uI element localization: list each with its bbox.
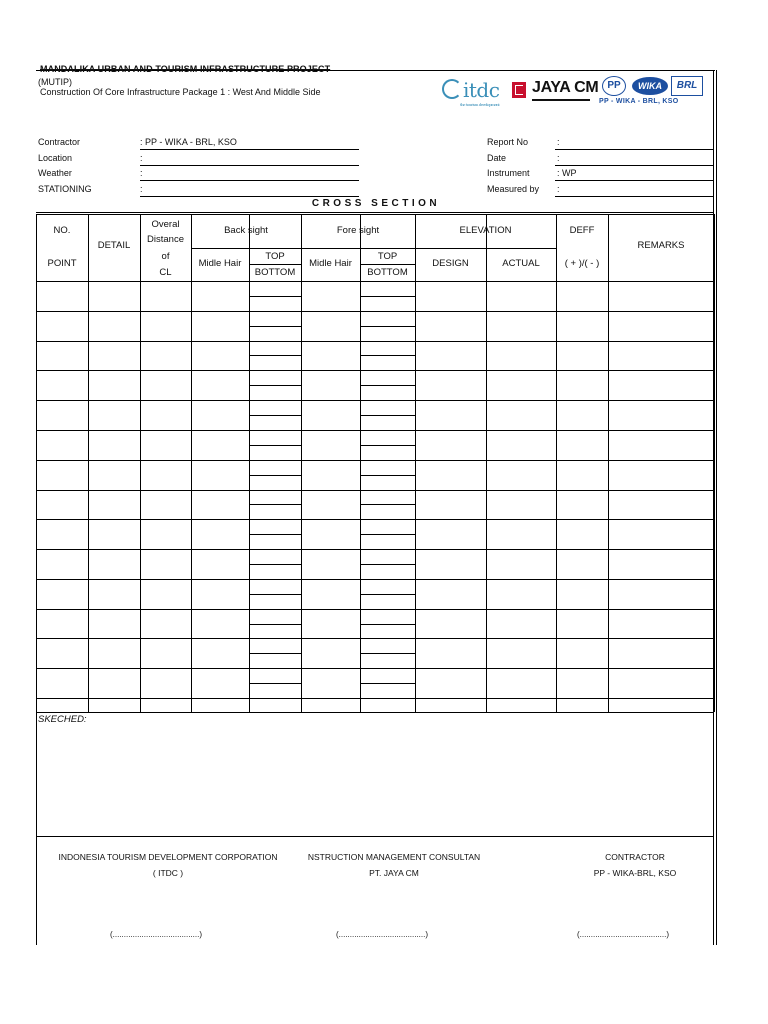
info-field[interactable]: : (140, 184, 143, 194)
header-point: POINT (47, 258, 77, 269)
grid-line (249, 594, 301, 595)
grid-line (249, 624, 301, 625)
grid-line (36, 311, 714, 312)
header-overal: Overal (151, 219, 180, 230)
pp-logo: PP (602, 76, 626, 96)
info-label: Report No (487, 137, 529, 147)
grid-line (360, 653, 415, 654)
brl-logo: BRL (671, 76, 703, 96)
grid-line (36, 214, 714, 215)
grid-line (36, 549, 714, 550)
signatory-sub: PP - WIKA-BRL, KSO (593, 868, 677, 878)
jaya-cm-logo: JAYA CM (532, 79, 599, 96)
info-label: STATIONING (38, 184, 92, 194)
grid-line (249, 385, 301, 386)
grid-line (249, 296, 301, 297)
project-code: (MUTIP) (38, 77, 72, 87)
signature-field[interactable]: (.......................................) (336, 930, 429, 939)
grid-line (360, 385, 415, 386)
grid-line (36, 460, 714, 461)
header-bottom-fore: BOTTOM (367, 267, 408, 278)
header-midle-hair-fore: Midle Hair (309, 258, 352, 269)
info-field[interactable]: : (140, 168, 143, 178)
grid-line (36, 712, 714, 713)
grid-line (249, 355, 301, 356)
grid-line (714, 214, 715, 712)
grid-line (249, 534, 301, 535)
header-remarks: REMARKS (637, 240, 685, 251)
grid-line (36, 281, 714, 282)
grid-line (360, 264, 415, 265)
info-field-underline (555, 149, 714, 150)
grid-line (360, 415, 415, 416)
jaya-cm-mark-icon (512, 82, 526, 98)
info-label: Measured by (487, 184, 540, 194)
info-field-underline (555, 180, 714, 181)
grid-line (36, 609, 714, 610)
signature-field[interactable]: (.......................................) (577, 930, 670, 939)
grid-line (360, 326, 415, 327)
title-bar-line (36, 212, 714, 213)
package-title: Construction Of Core Infrastructure Package 1 : West And Middle Side (40, 87, 321, 97)
info-label: Contractor (38, 137, 81, 147)
header-detail: DETAIL (97, 240, 131, 251)
signatory-org: NSTRUCTION MANAGEMENT CONSULTAN (307, 852, 481, 862)
header-deff-sign: ( + )/( - ) (564, 258, 600, 269)
header-top-back: TOP (265, 251, 285, 262)
grid-line (249, 504, 301, 505)
jaya-cm-underline (532, 99, 590, 101)
grid-line (360, 683, 415, 684)
grid-line (249, 475, 301, 476)
section-title: CROSS SECTION (311, 198, 441, 209)
grid-line (249, 415, 301, 416)
info-field-underline (555, 196, 714, 197)
header-fore-sight: Fore sight (336, 225, 380, 236)
wika-logo: WIKA (632, 77, 668, 95)
header-no: NO. (53, 225, 71, 236)
info-field[interactable]: : (557, 137, 560, 147)
header-elevation: ELEVATION (459, 225, 512, 236)
info-field-underline (555, 165, 714, 166)
grid-line (360, 475, 415, 476)
grid-line (36, 698, 714, 699)
info-field[interactable]: : (557, 153, 560, 163)
info-label: Instrument (487, 168, 530, 178)
grid-line (360, 355, 415, 356)
grid-line (191, 248, 556, 249)
grid-line (249, 683, 301, 684)
header-actual: ACTUAL (502, 258, 540, 269)
grid-line (360, 445, 415, 446)
itdc-tagline: the tourism development (460, 102, 500, 107)
header-bottom-back: BOTTOM (254, 267, 296, 278)
grid-line (249, 264, 301, 265)
grid-line (360, 594, 415, 595)
signatory-org: INDONESIA TOURISM DEVELOPMENT CORPORATION (58, 852, 278, 862)
frame-right-border-outer (716, 70, 717, 945)
itdc-logo (442, 78, 500, 107)
signatory-org: CONTRACTOR (605, 852, 665, 862)
grid-line (36, 668, 714, 669)
project-title: MANDALIKA URBAN AND TOURISM INFRASTRUCTURE PROJECT (40, 64, 331, 74)
grid-line (249, 326, 301, 327)
grid-line (36, 430, 714, 431)
info-field-underline (140, 149, 359, 150)
info-field-underline (140, 180, 359, 181)
header-design: DESIGN (432, 258, 469, 269)
header-top-fore: TOP (377, 251, 398, 262)
grid-line (36, 836, 714, 837)
grid-line (360, 534, 415, 535)
info-field[interactable]: : WP (557, 168, 577, 178)
info-label: Date (487, 153, 507, 163)
grid-line (36, 490, 714, 491)
grid-line (36, 341, 714, 342)
info-field-underline (140, 196, 359, 197)
header-back-sight: Back sight (224, 225, 268, 236)
header-midle-hair-back: Midle Hair (198, 258, 242, 269)
info-field[interactable]: : PP - WIKA - BRL, KSO (140, 137, 237, 147)
signatory-sub: PT. JAYA CM (369, 868, 419, 878)
info-label: Location (38, 153, 73, 163)
grid-line (36, 519, 714, 520)
header-distance: Distance (147, 234, 184, 245)
grid-line (249, 564, 301, 565)
header-cl: CL (159, 267, 172, 278)
itdc-spiral-icon (442, 79, 462, 99)
grid-line (36, 370, 714, 371)
header-deff: DEFF (569, 225, 595, 236)
info-field[interactable]: : (557, 184, 560, 194)
grid-line (36, 579, 714, 580)
grid-line (360, 624, 415, 625)
info-field-underline (140, 165, 359, 166)
grid-line (360, 564, 415, 565)
logo-strip (442, 74, 704, 110)
itdc-logo-text: itdc (463, 78, 500, 102)
grid-line (36, 638, 714, 639)
grid-line (360, 296, 415, 297)
signatory-sub: ( ITDC ) (152, 868, 184, 878)
info-field[interactable]: : (140, 153, 143, 163)
grid-line (360, 504, 415, 505)
sketched-label: SKECHED: (38, 714, 87, 725)
grid-line (36, 400, 714, 401)
partners-caption: PP - WIKA - BRL, KSO (599, 98, 679, 105)
info-label: Weather (38, 168, 72, 178)
grid-line (249, 445, 301, 446)
grid-line (249, 653, 301, 654)
signature-field[interactable]: (.......................................) (110, 930, 203, 939)
header-of: of (161, 251, 170, 262)
